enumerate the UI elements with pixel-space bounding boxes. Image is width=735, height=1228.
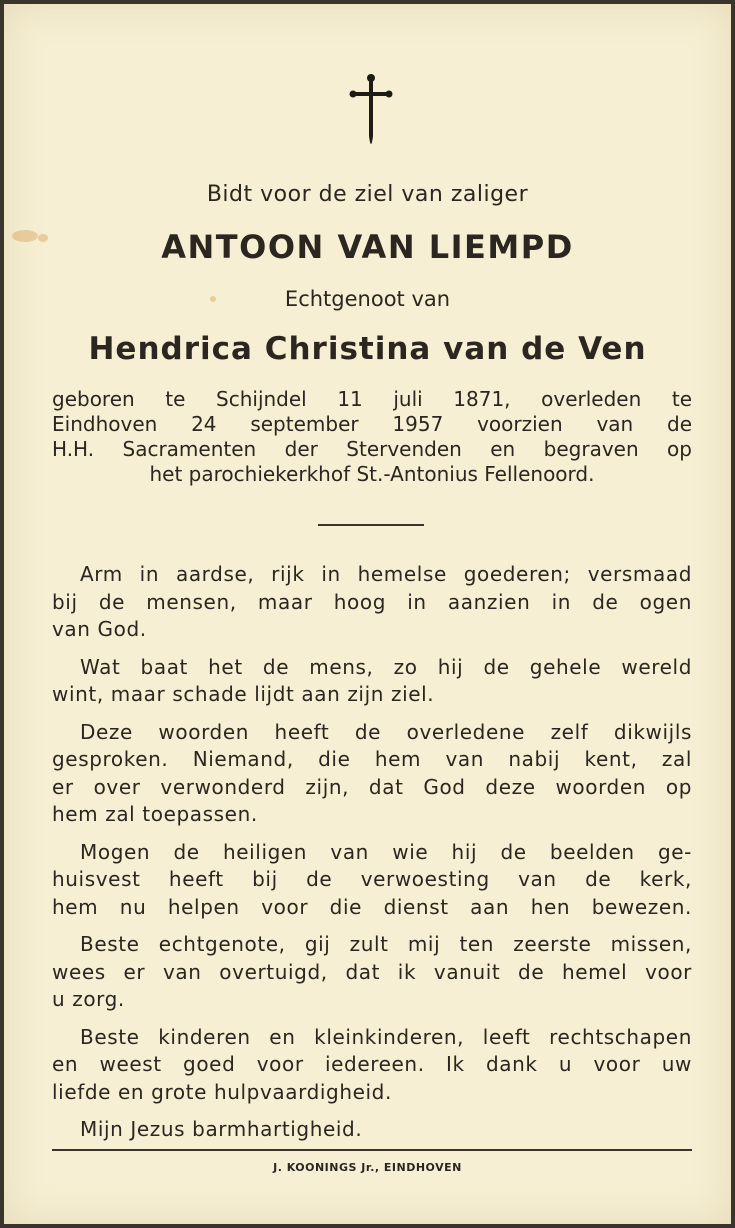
footer-divider [52, 1149, 692, 1151]
paragraph [52, 654, 692, 709]
bio-line: het parochiekerkhof St.-Antonius Fellenoord. [149, 462, 595, 486]
text-line: hem zal toepassen. [52, 802, 258, 826]
text-line: bij de mensen, maar hoog in aanzien in de ogen [52, 589, 692, 614]
text-line: Wat baat het de mens, zo hij de gehele wereld [80, 654, 692, 679]
paragraph [52, 561, 692, 644]
text-line: Beste echtgenote, gij zult mij ten zeerste missen, [80, 932, 692, 956]
divider [318, 524, 424, 526]
bio-line: geboren te Schijndel 11 juli 1871, overleden te [52, 387, 692, 411]
text-line: van God. [52, 617, 147, 641]
deceased-name: ANTOON VAN LIEMPD [161, 228, 574, 266]
paragraph [52, 931, 692, 1014]
biography [52, 387, 692, 487]
bio-line: H.H. Sacramenten der Stervenden en begraven op [52, 437, 692, 461]
spouse-name: Hendrica Christina van de Ven [88, 331, 647, 367]
paragraph [52, 1024, 692, 1107]
text-line: Beste kinderen en kleinkinderen, leeft rechtschapen [80, 1024, 692, 1049]
text-line: wees er van overtuigd, dat ik vanuit de hemel voor [52, 959, 692, 984]
printer-credit: J. KOONINGS Jr., EINDHOVEN [273, 1161, 462, 1174]
text-line: wint, maar schade lijdt aan zijn ziel. [52, 682, 435, 706]
bio-line: Eindhoven 24 september 1957 voorzien van de [52, 412, 692, 436]
text-line: huisvest heeft bij de verwoesting van de kerk, [52, 867, 692, 891]
paragraph [52, 719, 692, 829]
intro-line: Bidt voor de ziel van zaliger [206, 182, 529, 207]
memorial-card [4, 4, 731, 1224]
prayer-text [52, 561, 692, 1154]
paragraph [52, 1116, 692, 1144]
cross-icon [348, 72, 394, 156]
text-line: Deze woorden heeft de overledene zelf dikwijls [80, 719, 692, 744]
text-line: liefde en grote hulpvaardigheid. [52, 1079, 392, 1104]
spouse-intro: Echtgenoot van [284, 287, 451, 311]
text-line: Arm in aardse, rijk in hemelse goederen; versmaad [80, 562, 692, 586]
text-line: u zorg. [52, 987, 125, 1011]
paragraph [52, 839, 692, 922]
text-line: Mijn Jezus barmhartigheid. [80, 1117, 363, 1141]
text-line: en weest goed voor iedereen. Ik dank u voor uw [52, 1052, 692, 1076]
text-line: er over verwonderd zijn, dat God deze woorden op [52, 774, 692, 799]
text-line: gesproken. Niemand, die hem van nabij kent, zal [52, 747, 692, 771]
text-line: hem nu helpen voor die dienst aan hen bewezen. [52, 894, 692, 919]
text-line: Mogen de heiligen van wie hij de beelden ge- [80, 839, 692, 864]
